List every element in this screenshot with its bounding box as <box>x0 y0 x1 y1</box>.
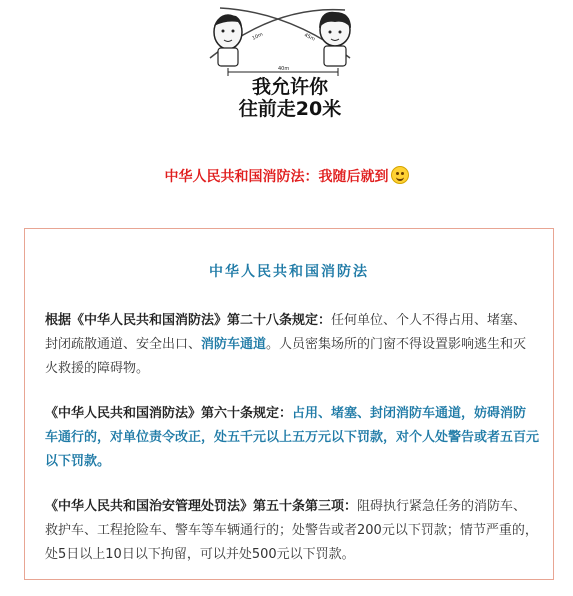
meme-image <box>180 0 400 130</box>
p1-lead: 根据《中华人民共和国消防法》第二十八条规定： <box>45 313 332 328</box>
card-title: 中华人民共和国消防法 <box>209 264 369 280</box>
paragraph-article-50 <box>45 495 539 567</box>
distance-left-label: 10m <box>251 31 265 42</box>
p3-lead: 《中华人民共和国治安管理处罚法》第五十条第三项： <box>45 499 358 514</box>
paragraph-article-28 <box>45 309 539 381</box>
distance-bottom-label: 40m <box>278 66 290 72</box>
meme-caption-line1: 我允许你 <box>251 76 328 98</box>
smiling-face-icon <box>391 166 409 184</box>
law-card <box>24 228 554 580</box>
headline <box>0 166 573 187</box>
right-character <box>319 12 351 66</box>
sword-duel-illustration <box>180 0 400 80</box>
headline-text: 中华人民共和国消防法：我随后就到 <box>164 169 389 185</box>
p3-text: 阻碍执行紧急任务的消防车、救护车、工程抢险车、警车等车辆通行的；处警告或者200元以下罚款；情节严重的，处5日以上10日以下拘留，可以并处500元以下罚款。 <box>45 499 538 562</box>
meme-caption-line2: 往前走20米 <box>238 98 342 120</box>
p2-highlight: 占用、堵塞、封闭消防车通道，妨碍消防车通行的，对单位责令改正，处五千元以上五万元以下罚款，对个人处警告或者五百元以下罚款。 <box>45 406 540 469</box>
p1-highlight: 消防车通道 <box>201 337 267 352</box>
p1-text-a: 任何单位、个人不得占用、堵塞、封闭疏散通道、安全出口、 <box>45 313 527 352</box>
p2-lead: 《中华人民共和国消防法》第六十条规定： <box>45 406 293 421</box>
distance-right-label: 45m <box>303 32 316 43</box>
p1-text-b: 。人员密集场所的门窗不得设置影响逃生和灭火救援的障碍物。 <box>45 337 527 376</box>
paragraph-article-60 <box>45 402 539 474</box>
left-character <box>214 15 242 66</box>
